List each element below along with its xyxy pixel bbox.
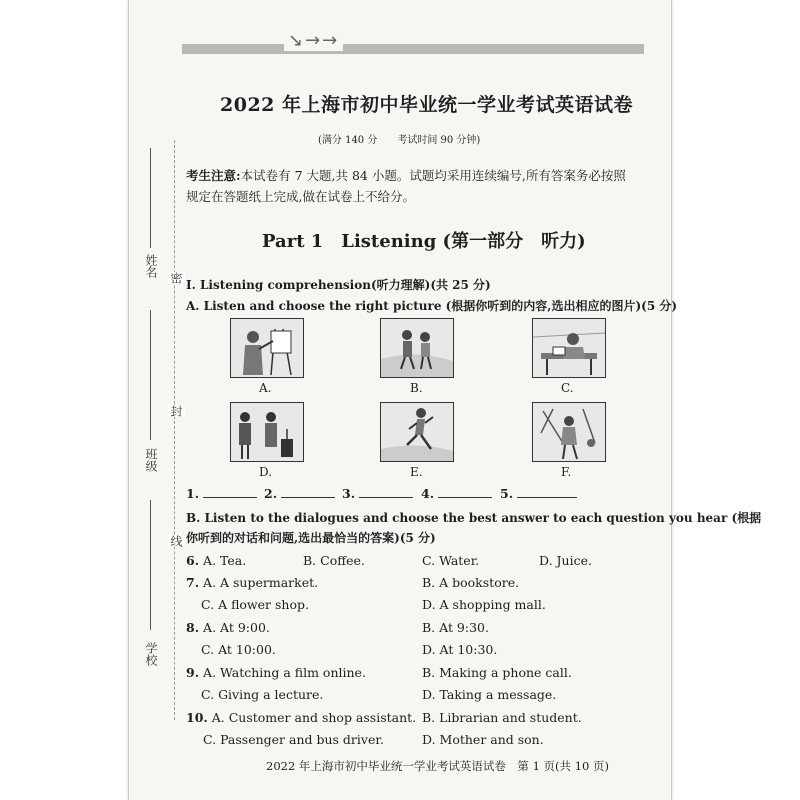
option-b[interactable]: B. Making a phone call. — [422, 665, 572, 680]
page-footer: 2022 年上海市初中毕业统一学业考试英语试卷 第 1 页(共 10 页) — [266, 759, 609, 773]
question-number: 10. — [186, 710, 208, 725]
blank-line — [359, 487, 413, 498]
class-label: 班级 — [144, 448, 158, 472]
seal-char-mi: 密 — [169, 272, 183, 284]
question-8 — [186, 620, 270, 635]
blank-line — [281, 487, 335, 498]
picture-d-label: D. — [259, 465, 273, 479]
blank-number: 4. — [421, 486, 435, 501]
question-7 — [186, 575, 318, 590]
exam-page — [128, 0, 672, 800]
option-d[interactable]: D. A shopping mall. — [422, 597, 546, 612]
option-a[interactable]: A. Tea. — [203, 553, 247, 568]
exam-title: 2022 年上海市初中毕业统一学业考试英语试卷 — [220, 94, 633, 116]
picture-e-label: E. — [410, 465, 423, 479]
picture-b-label: B. — [410, 381, 423, 395]
answer-blank-3[interactable] — [342, 486, 413, 501]
blank-number: 3. — [342, 486, 356, 501]
answer-blank-1[interactable] — [186, 486, 257, 501]
children-walking-icon — [381, 319, 453, 377]
option-b[interactable]: B. At 9:30. — [422, 620, 489, 635]
school-label: 学校 — [144, 642, 158, 666]
picture-b — [380, 318, 454, 378]
option-d[interactable]: D. At 10:30. — [422, 642, 498, 657]
blank-number: 5. — [500, 486, 514, 501]
running-icon — [381, 403, 453, 461]
option-d[interactable]: D. Mother and son. — [422, 732, 544, 747]
section-b-heading-line1: B. Listen to the dialogues and choose the best answer to each question you hear (根据 — [186, 511, 762, 525]
name-blank-line — [150, 148, 151, 248]
option-b[interactable]: B. A bookstore. — [422, 575, 520, 590]
picture-c-label: C. — [561, 381, 574, 395]
option-d[interactable]: D. Juice. — [539, 553, 592, 568]
answer-blank-4[interactable] — [421, 486, 492, 501]
section-a-heading: A. Listen and choose the right picture (根据你听到的内容,选出相应的图片)(5 分) — [186, 299, 678, 313]
answer-blank-2[interactable] — [264, 486, 335, 501]
option-a[interactable]: A. Watching a film online. — [203, 665, 366, 680]
planting-icon — [533, 403, 605, 461]
blank-number: 1. — [186, 486, 200, 501]
class-blank-line — [150, 310, 151, 440]
travelers-icon — [231, 403, 303, 461]
question-number: 9. — [186, 665, 200, 680]
picture-a-label: A. — [259, 381, 272, 395]
question-number: 6. — [186, 553, 200, 568]
option-c[interactable]: C. At 10:00. — [201, 642, 276, 657]
notice-label: 考生注意: — [186, 168, 241, 183]
notice-text: 本试卷有 7 大题,共 84 小题。试题均采用连续编号,所有答案务必按照规定在答题纸上完成,做在试卷上不给分。 — [186, 168, 626, 204]
question-9 — [186, 665, 366, 680]
answer-blank-5[interactable] — [500, 486, 577, 501]
reading-icon — [533, 319, 605, 377]
picture-d — [230, 402, 304, 462]
question-10 — [186, 710, 416, 725]
picture-f — [532, 402, 606, 462]
picture-e — [380, 402, 454, 462]
candidate-notice — [186, 165, 626, 207]
question-number: 7. — [186, 575, 200, 590]
option-a[interactable]: A. Customer and shop assistant. — [211, 710, 417, 725]
school-blank-line — [150, 500, 151, 630]
option-c[interactable]: C. Water. — [422, 553, 480, 568]
picture-f-label: F. — [561, 465, 572, 479]
arrow-icon: ↘→→ — [284, 30, 343, 51]
option-d[interactable]: D. Taking a message. — [422, 687, 557, 702]
painting-icon — [231, 319, 303, 377]
option-a[interactable]: A. At 9:00. — [203, 620, 270, 635]
name-label: 姓名 — [144, 254, 158, 278]
part-title: Part 1 Listening (第一部分 听力) — [262, 231, 586, 252]
option-b[interactable]: B. Coffee. — [303, 553, 365, 568]
seal-char-xian: 线 — [169, 535, 183, 547]
option-a[interactable]: A. A supermarket. — [203, 575, 319, 590]
score-time-info: (满分 140 分 考试时间 90 分钟) — [318, 135, 481, 146]
blank-number: 2. — [264, 486, 278, 501]
blank-line — [203, 487, 257, 498]
option-c[interactable]: C. Passenger and bus driver. — [203, 732, 384, 747]
option-c[interactable]: C. A flower shop. — [201, 597, 309, 612]
section-b-heading-line2: 你听到的对话和问题,选出最恰当的答案)(5 分) — [186, 531, 436, 545]
section-heading: Ⅰ. Listening comprehension(听力理解)(共 25 分) — [186, 278, 491, 292]
seal-dashed-line — [174, 140, 175, 720]
question-number: 8. — [186, 620, 200, 635]
picture-a — [230, 318, 304, 378]
question-6 — [186, 553, 246, 568]
option-b[interactable]: B. Librarian and student. — [422, 710, 582, 725]
option-c[interactable]: C. Giving a lecture. — [201, 687, 324, 702]
seal-char-feng: 封 — [169, 405, 183, 417]
header-banner — [182, 44, 644, 54]
picture-c — [532, 318, 606, 378]
blank-line — [438, 487, 492, 498]
blank-line — [517, 487, 577, 498]
